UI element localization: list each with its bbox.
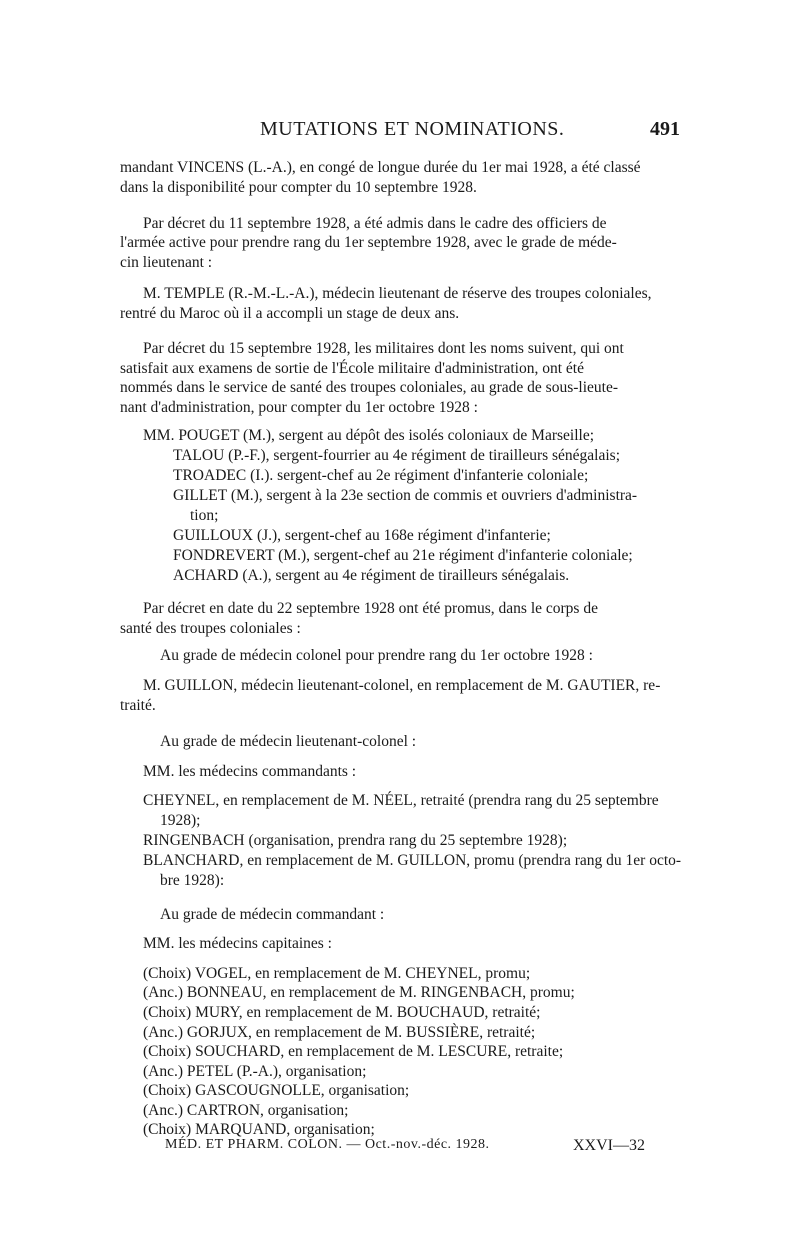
text-line: satisfait aux examens de sortie de l'École militaire d'administration, ont été (120, 360, 584, 377)
text-line: nant d'administration, pour compter du 1er octobre 1928 : (120, 399, 478, 416)
text-line: nommés dans le service de santé des troupes coloniales, au grade de sous-lieute- (120, 379, 618, 396)
text-line: Au grade de médecin lieutenant-colonel : (160, 733, 417, 750)
text-line: ACHARD (A.), sergent au 4e régiment de tirailleurs sénégalais. (173, 567, 570, 584)
text-line: santé des troupes coloniales : (120, 620, 301, 637)
text-line: Au grade de médecin colonel pour prendre rang du 1er octobre 1928 : (160, 647, 593, 664)
text-line: GUILLOUX (J.), sergent-chef au 168e régiment d'infanterie; (173, 527, 551, 544)
text-line: dans la disponibilité pour compter du 10 septembre 1928. (120, 179, 477, 196)
text-line: (Anc.) CARTRON, organisation; (143, 1102, 349, 1119)
text-line: TALOU (P.-F.), sergent-fourrier au 4e régiment de tirailleurs sénégalais; (173, 447, 621, 464)
text-line: tion; (190, 507, 219, 524)
text-line: cin lieutenant : (120, 254, 213, 271)
text-line: traité. (120, 697, 156, 714)
text-line: FONDREVERT (M.), sergent-chef au 21e régiment d'infanterie coloniale; (173, 547, 633, 564)
text-line: rentré du Maroc où il a accompli un stage de deux ans. (120, 305, 460, 322)
text-line: Par décret du 15 septembre 1928, les militaires dont les noms suivent, qui ont (143, 340, 624, 357)
text-line: (Choix) SOUCHARD, en remplacement de M. LESCURE, retraite; (143, 1043, 564, 1060)
text-line: (Choix) GASCOUGNOLLE, organisation; (143, 1082, 410, 1099)
text-line: TROADEC (I.). sergent-chef au 2e régiment d'infanterie coloniale; (173, 467, 589, 484)
text-line: (Choix) VOGEL, en remplacement de M. CHEYNEL, promu; (143, 965, 531, 982)
text-line: mandant VINCENS (L.-A.), en congé de longue durée du 1er mai 1928, a été classé (120, 159, 641, 176)
text-line: MM. les médecins commandants : (143, 763, 357, 780)
text-line: Par décret du 11 septembre 1928, a été admis dans le cadre des officiers de (143, 215, 607, 232)
text-line: (Choix) MARQUAND, organisation; (143, 1121, 375, 1138)
page-footer (165, 1137, 645, 1163)
text-line: M. TEMPLE (R.-M.-L.-A.), médecin lieutenant de réserve des troupes coloniales, (143, 285, 652, 302)
text-line: (Anc.) PETEL (P.-A.), organisation; (143, 1063, 367, 1080)
footer-journal: MÉD. ET PHARM. COLON. — Oct.-nov.-déc. 1928. (165, 1137, 490, 1152)
page-number: 491 (650, 118, 680, 140)
text-line: l'armée active pour prendre rang du 1er septembre 1928, avec le grade de méde- (120, 234, 617, 251)
footer-signature: XXVI—32 (573, 1137, 645, 1154)
page-header (120, 118, 680, 148)
text-line: Par décret en date du 22 septembre 1928 ont été promus, dans le corps de (143, 600, 598, 617)
text-line: (Anc.) BONNEAU, en remplacement de M. RINGENBACH, promu; (143, 984, 575, 1001)
text-line: MM. les médecins capitaines : (143, 935, 332, 952)
text-line: RINGENBACH (organisation, prendra rang du 25 septembre 1928); (143, 832, 568, 849)
text-line: GILLET (M.), sergent à la 23e section de commis et ouvriers d'administra- (173, 487, 638, 504)
text-line: CHEYNEL, en remplacement de M. NÉEL, retraité (prendra rang du 25 septembre (143, 792, 659, 809)
text-line: BLANCHARD, en remplacement de M. GUILLON, promu (prendra rang du 1er octo- (143, 852, 682, 869)
text-line: MM. POUGET (M.), sergent au dépôt des isolés coloniaux de Marseille; (143, 427, 595, 444)
text-line: 1928); (160, 812, 201, 829)
text-line: Au grade de médecin commandant : (160, 906, 385, 923)
running-title: MUTATIONS ET NOMINATIONS. (260, 118, 565, 140)
text-line: (Choix) MURY, en remplacement de M. BOUCHAUD, retraité; (143, 1004, 541, 1021)
text-line: M. GUILLON, médecin lieutenant-colonel, en remplacement de M. GAUTIER, re- (143, 677, 661, 694)
text-line: (Anc.) GORJUX, en remplacement de M. BUSSIÈRE, retraité; (143, 1024, 536, 1041)
text-line: bre 1928): (160, 872, 225, 889)
